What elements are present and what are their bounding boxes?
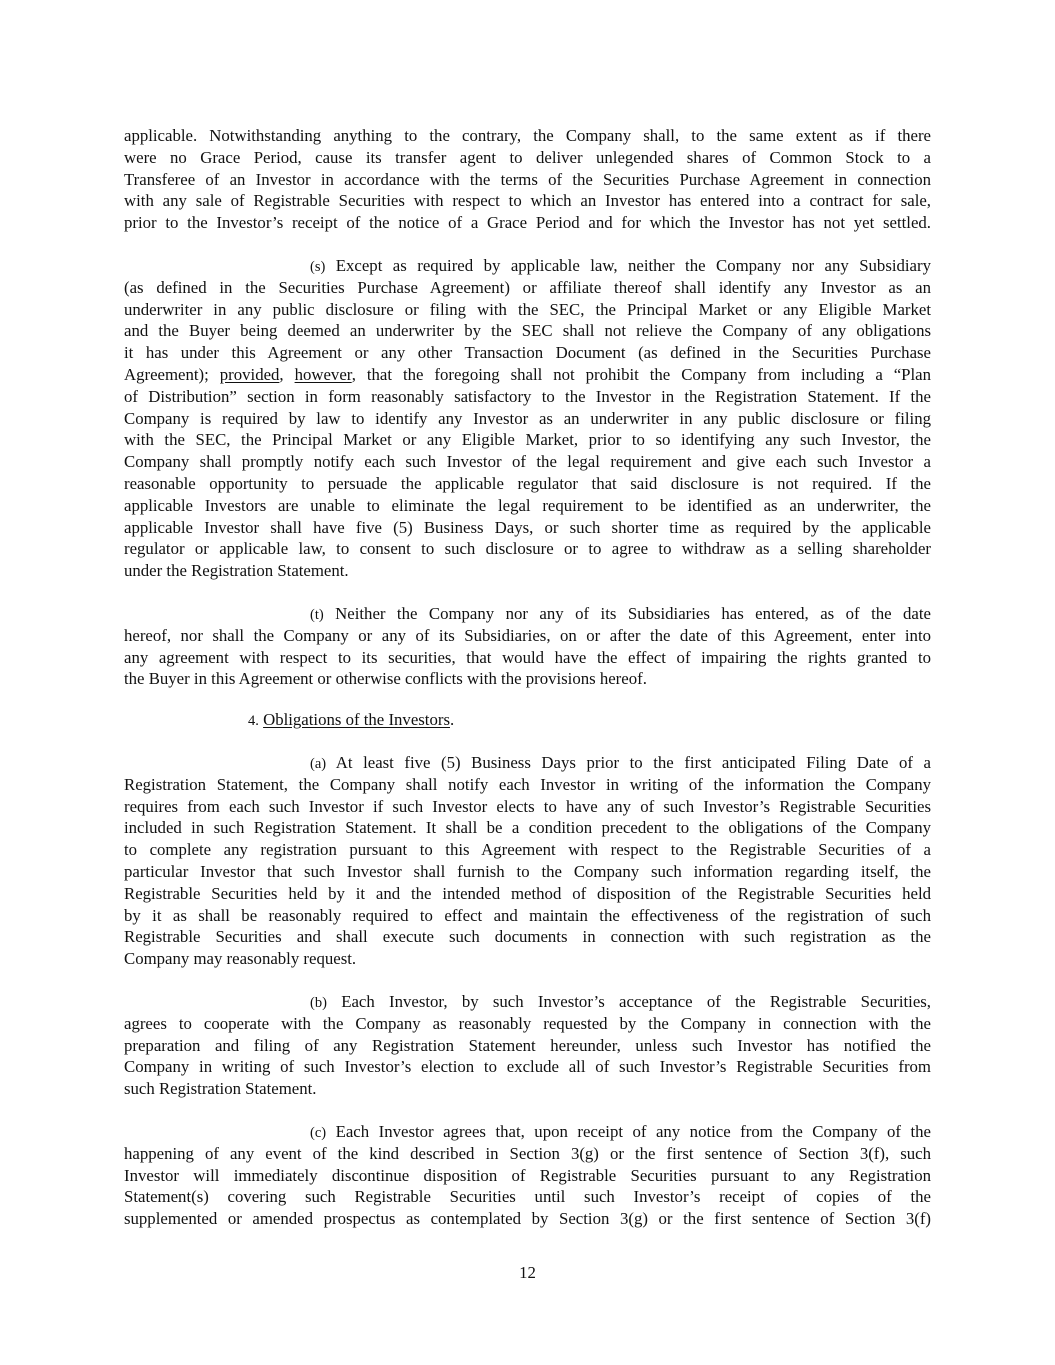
text-line: Registrable Securities held by it and the intended method of disposition of the Registrable Securities held	[124, 883, 931, 903]
provided-underlined: provided	[219, 364, 280, 384]
section-title: Obligations of the Investors	[263, 710, 450, 729]
text-line: preparation and filing of any Registration Statement hereunder, unless such Investor has notified the	[124, 1035, 931, 1055]
text-line: particular Investor that such Investor shall furnish to the Company such information regarding itself, the	[124, 861, 931, 881]
text-line: applicable. Notwithstanding anything to the contrary, the Company shall, to the same extent as if there	[124, 126, 931, 145]
text-line: requires from each such Investor if such Investor elects to have any of such Investor’s Registrable Securities	[124, 796, 931, 816]
heading-period: .	[449, 710, 455, 729]
section-3s-paragraph	[124, 255, 931, 582]
text-line: of Distribution” section in form reasonably satisfactory to the Investor in the Registration Statement. If the	[124, 386, 931, 406]
page-number: 12	[519, 1263, 536, 1282]
text-line: hereof, nor shall the Company or any of its Subsidiaries, on or after the date of this Agreement, enter into	[124, 625, 931, 645]
text-line: Statement(s) covering such Registrable Securities until such Investor’s receipt of copies of the	[124, 1187, 931, 1207]
clause-label: (b)	[310, 995, 327, 1011]
text-line: applicable Investors are unable to eliminate the legal requirement to be identified as an underwriter, the	[124, 495, 931, 515]
first-line	[124, 603, 931, 625]
proviso-after: , that the foregoing shall not prohibit the Company from including a “Plan	[351, 364, 932, 384]
text-line: Company in writing of such Investor’s election to exclude all of such Investor’s Registrable Securities from	[124, 1057, 931, 1077]
text-line: Company is required by law to identify any Investor as an underwriter in any public disclosure or filing	[124, 408, 931, 428]
first-line-text: Each Investor agrees that, upon receipt of any notice from the Company of the	[335, 1122, 931, 1141]
text-line: regulator or applicable law, to consent to such disclosure or to agree to withdraw as a selling shareholder	[124, 539, 931, 559]
text-line: Transferee of an Investor in accordance with the terms of the Securities Purchase Agreement in connection	[124, 169, 931, 189]
text-line: prior to the Investor’s receipt of the notice of a Grace Period and for which the Investor has not yet settled.	[124, 213, 931, 233]
text-line: applicable Investor shall have five (5) Business Days, or such shorter time as required by the applicable	[124, 517, 931, 537]
text-line: happening of any event of the kind described in Section 3(g) or the first sentence of Section 3(f), such	[124, 1143, 931, 1163]
section-number: 4.	[248, 713, 259, 729]
text-line: Registrable Securities and shall execute such documents in connection with such registration as the	[124, 927, 931, 947]
first-line-text: Except as required by applicable law, neither the Company nor any Subsidiary	[335, 256, 931, 275]
clause-label: (s)	[310, 259, 326, 275]
text-line: by it as shall be reasonably required to effect and maintain the effectiveness of the registration of such	[124, 905, 931, 925]
text-line: under the Registration Statement.	[124, 561, 349, 581]
text-line: the Buyer in this Agreement or otherwise conflicts with the provisions hereof.	[124, 669, 647, 689]
continuation-paragraph	[124, 125, 931, 234]
section-3t-paragraph	[124, 603, 931, 690]
proviso-comma: ,	[279, 364, 295, 384]
text-line: it has under this Agreement or any other Transaction Document (as defined in the Securities Purchase	[124, 343, 931, 363]
text-line: any agreement with respect to its securities, that would have the effect of impairing the rights granted to	[124, 647, 931, 667]
clause-label: (t)	[310, 607, 324, 623]
clause-label: (a)	[310, 756, 327, 772]
text-line: to complete any registration pursuant to this Agreement with respect to the Registrable Securities of a	[124, 840, 931, 860]
text-line: underwriter in any public disclosure or filing with the SEC, the Principal Market or any Eligible Market	[124, 299, 931, 319]
text-line: (as defined in the Securities Purchase Agreement) or affiliate thereof shall identify any Investor as an	[124, 277, 931, 297]
section-4b-paragraph	[124, 991, 931, 1100]
text-line: agrees to cooperate with the Company as reasonably requested by the Company in connection with the	[124, 1013, 931, 1033]
first-line-text: At least five (5) Business Days prior to the first anticipated Filing Date of a	[335, 753, 931, 772]
text-line: Investor will immediately discontinue disposition of Registrable Securities pursuant to any Registration	[124, 1165, 931, 1185]
first-line	[124, 991, 931, 1013]
text-line: Company may reasonably request.	[124, 949, 357, 969]
first-line-text: Neither the Company nor any of its Subsidiaries has entered, as of the date	[335, 604, 931, 623]
text-line: Registration Statement, the Company shall notify each Investor in writing of the information the Company	[124, 774, 931, 794]
proviso-line	[124, 364, 931, 386]
first-line-text: Each Investor, by such Investor’s acceptance of the Registrable Securities,	[341, 992, 931, 1011]
text-line: with any sale of Registrable Securities with respect to which an Investor has entered into a contract for sale,	[124, 191, 931, 211]
proviso-before: Agreement);	[124, 364, 220, 384]
section-4c-paragraph	[124, 1121, 931, 1230]
text-line: and the Buyer being deemed an underwriter by the SEC shall not relieve the Company of any obligations	[124, 321, 931, 341]
text-line: reasonable opportunity to persuade the applicable regulator that said disclosure is not required. If the	[124, 473, 931, 493]
however-underlined: however	[294, 364, 352, 384]
text-line: with the SEC, the Principal Market or any Eligible Market, prior to so identifying any such Investor, the	[124, 430, 931, 450]
section-4a-paragraph	[124, 752, 931, 970]
first-line	[124, 1121, 931, 1143]
text-line: such Registration Statement.	[124, 1079, 317, 1099]
text-line: were no Grace Period, cause its transfer agent to deliver unlegended shares of Common Stock to a	[124, 147, 931, 167]
text-line: included in such Registration Statement. It shall be a condition precedent to the obligations of the Company	[124, 818, 931, 838]
text-line: Company shall promptly notify each such Investor of the legal requirement and give each such Investor a	[124, 452, 931, 472]
first-line	[124, 752, 931, 774]
clause-label: (c)	[310, 1125, 327, 1141]
text-line: supplemented or amended prospectus as contemplated by Section 3(g) or the first sentence of Section 3(f)	[124, 1209, 931, 1229]
section-4-heading	[248, 709, 454, 731]
first-line	[124, 255, 931, 277]
